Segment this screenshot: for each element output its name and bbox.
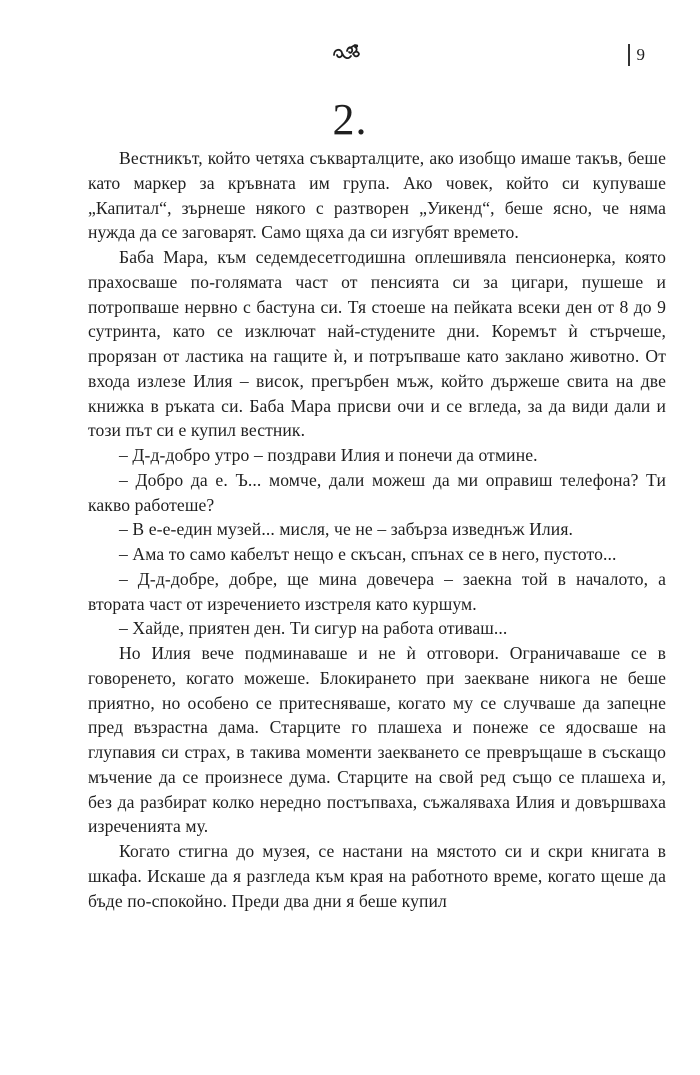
- paragraph: – Добро да е. Ъ... момче, дали можеш да ми оправиш телефона? Ти какво работеше?: [88, 469, 666, 515]
- ornament-icon: [331, 42, 361, 66]
- page-number-block: [628, 44, 645, 66]
- chapter-title: 2.: [332, 95, 368, 144]
- paragraph: Вестникът, който четяха съкварталците, ако изобщо имаше такъв, беше като маркер за кръвната им група. Ако човек, който си купуваше „Капитал“, зърнеше някого с разтворен „Уикенд“, беше ясно, че няма нужда да се заговарят. Само щяха да си изгубят времето.: [88, 148, 666, 243]
- paragraph: Но Илия вече подминаваше и не ѝ отговори. Ограничаваше се в говоренето, когато можеше. Блокирането при заекване никога не беше приятно, но особено се притесняваше, когато му се случваше да запецне пред възрастна дама. Старците го плашеха и понеже се ядосваше на глупавия си страх, в такива моменти заекването се превръщаше в съскащо мъчение да се произнесе дума. Старците на свой ред също се плашеха и, без да разбират колко нередно постъпваха, съжаляваха Илия и довършваха изреченията му.: [88, 643, 666, 837]
- paragraph: – Д-д-добре, добре, ще мина довечера – заекна той в началото, а втората част от изречението изстреля като куршум.: [88, 568, 666, 614]
- paragraph: – В е-е-един музей... мисля, че не – забърза изведнъж Илия.: [119, 519, 574, 540]
- page-number-divider: [628, 44, 630, 66]
- page-number: 9: [636, 45, 645, 64]
- body-text: [88, 146, 666, 913]
- paragraph: Когато стигна до музея, се настани на мястото си и скри книгата в шкафа. Искаше да я разгледа към края на работното време, когато щеше да бъде по-спокойно. Преди два дни я беше купил: [88, 841, 666, 911]
- paragraph: Баба Мара, към седемдесетгодишна оплешивяла пенсионерка, която прахосваше по-голямата част от пенсията си за цигари, пушеше и потропваше нервно с бастуна си. Тя стоеше на пейката всеки ден от 8 до 9 сутринта, като се изключат най-студените дни. Коремът ѝ стърчеше, прорязан от ластика на гащите ѝ, и потръпваше като заклано животно. От входа излезе Илия – висок, прегърбен мъж, който държеше свита на две книжка в ръката си. Баба Мара присви очи и се вгледа, за да види дали и този път си е купил вестник.: [88, 247, 666, 441]
- paragraph: – Хайде, приятен ден. Ти сигур на работа отиваш...: [119, 618, 508, 639]
- paragraph: – Ама то само кабелът нещо е скъсан, спънах се в него, пустото...: [119, 544, 617, 564]
- paragraph: – Д-д-добро утро – поздрави Илия и понечи да отмине.: [119, 445, 538, 465]
